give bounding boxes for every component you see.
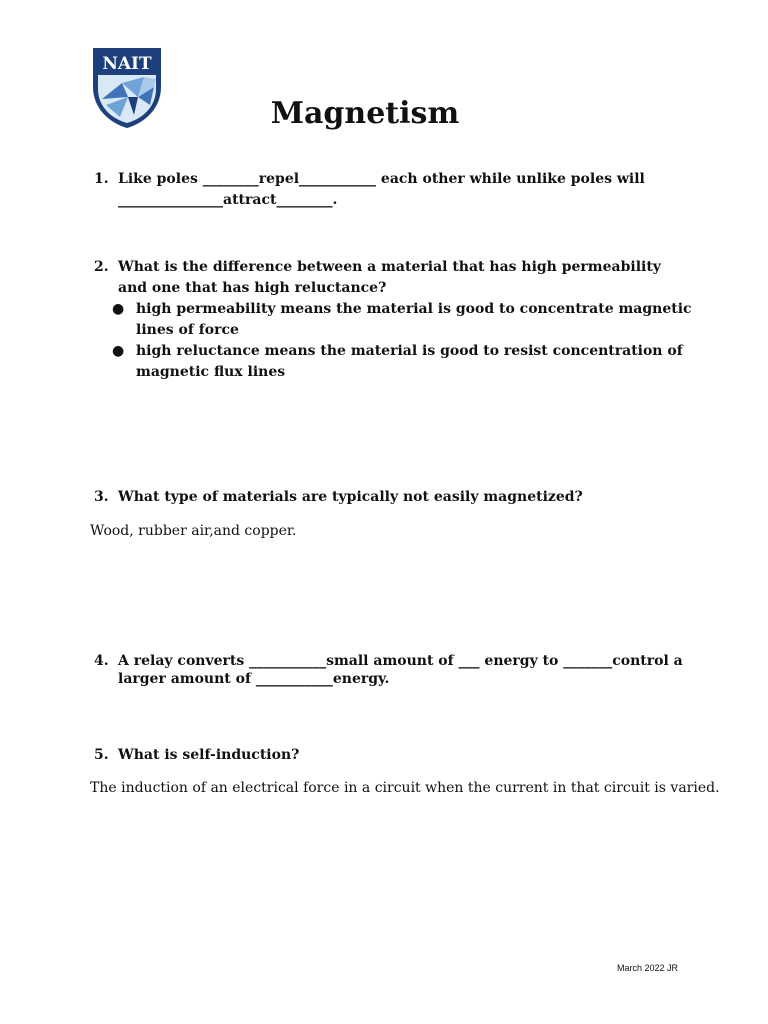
question-4	[94, 652, 694, 688]
bullet-icon: ●	[112, 301, 125, 317]
bullet-text: high permeability means the material is good to concentrate magnetic lines of force	[136, 301, 692, 338]
question-2	[94, 257, 694, 299]
bullet-icon: ●	[112, 343, 125, 359]
question-number: 3.	[94, 489, 109, 505]
question-text: What type of materials are typically not easily magnetized?	[118, 489, 583, 505]
page-title: Magnetism	[270, 96, 460, 131]
question-text: Like poles ________repel___________ each other while unlike poles will _______________attract________.	[118, 171, 645, 208]
list-item	[112, 299, 692, 341]
question-1	[94, 169, 694, 211]
bullet-text: high reluctance means the material is good to resist concentration of magnetic flux lines	[136, 343, 683, 380]
question-5	[94, 745, 694, 766]
question-3	[94, 487, 694, 508]
question-number: 2.	[94, 259, 109, 275]
answer-5: The induction of an electrical force in a circuit when the current in that circuit is varied.	[90, 780, 720, 796]
question-text: A relay converts ___________small amount of ___ energy to _______control a larger amount of ___________energy.	[118, 653, 683, 687]
question-text: What is self-induction?	[118, 747, 300, 763]
question-number: 1.	[94, 171, 109, 187]
list-item	[112, 341, 692, 383]
bullet-list	[112, 299, 692, 383]
question-number: 5.	[94, 747, 109, 763]
answer-3: Wood, rubber air,and copper.	[90, 523, 297, 539]
footer-note: March 2022 JR	[617, 963, 679, 973]
question-text: What is the difference between a material that has high permeability and one that has high reluctance?	[118, 259, 661, 296]
logo-text: NAIT	[102, 54, 152, 74]
question-number: 4.	[94, 653, 109, 669]
